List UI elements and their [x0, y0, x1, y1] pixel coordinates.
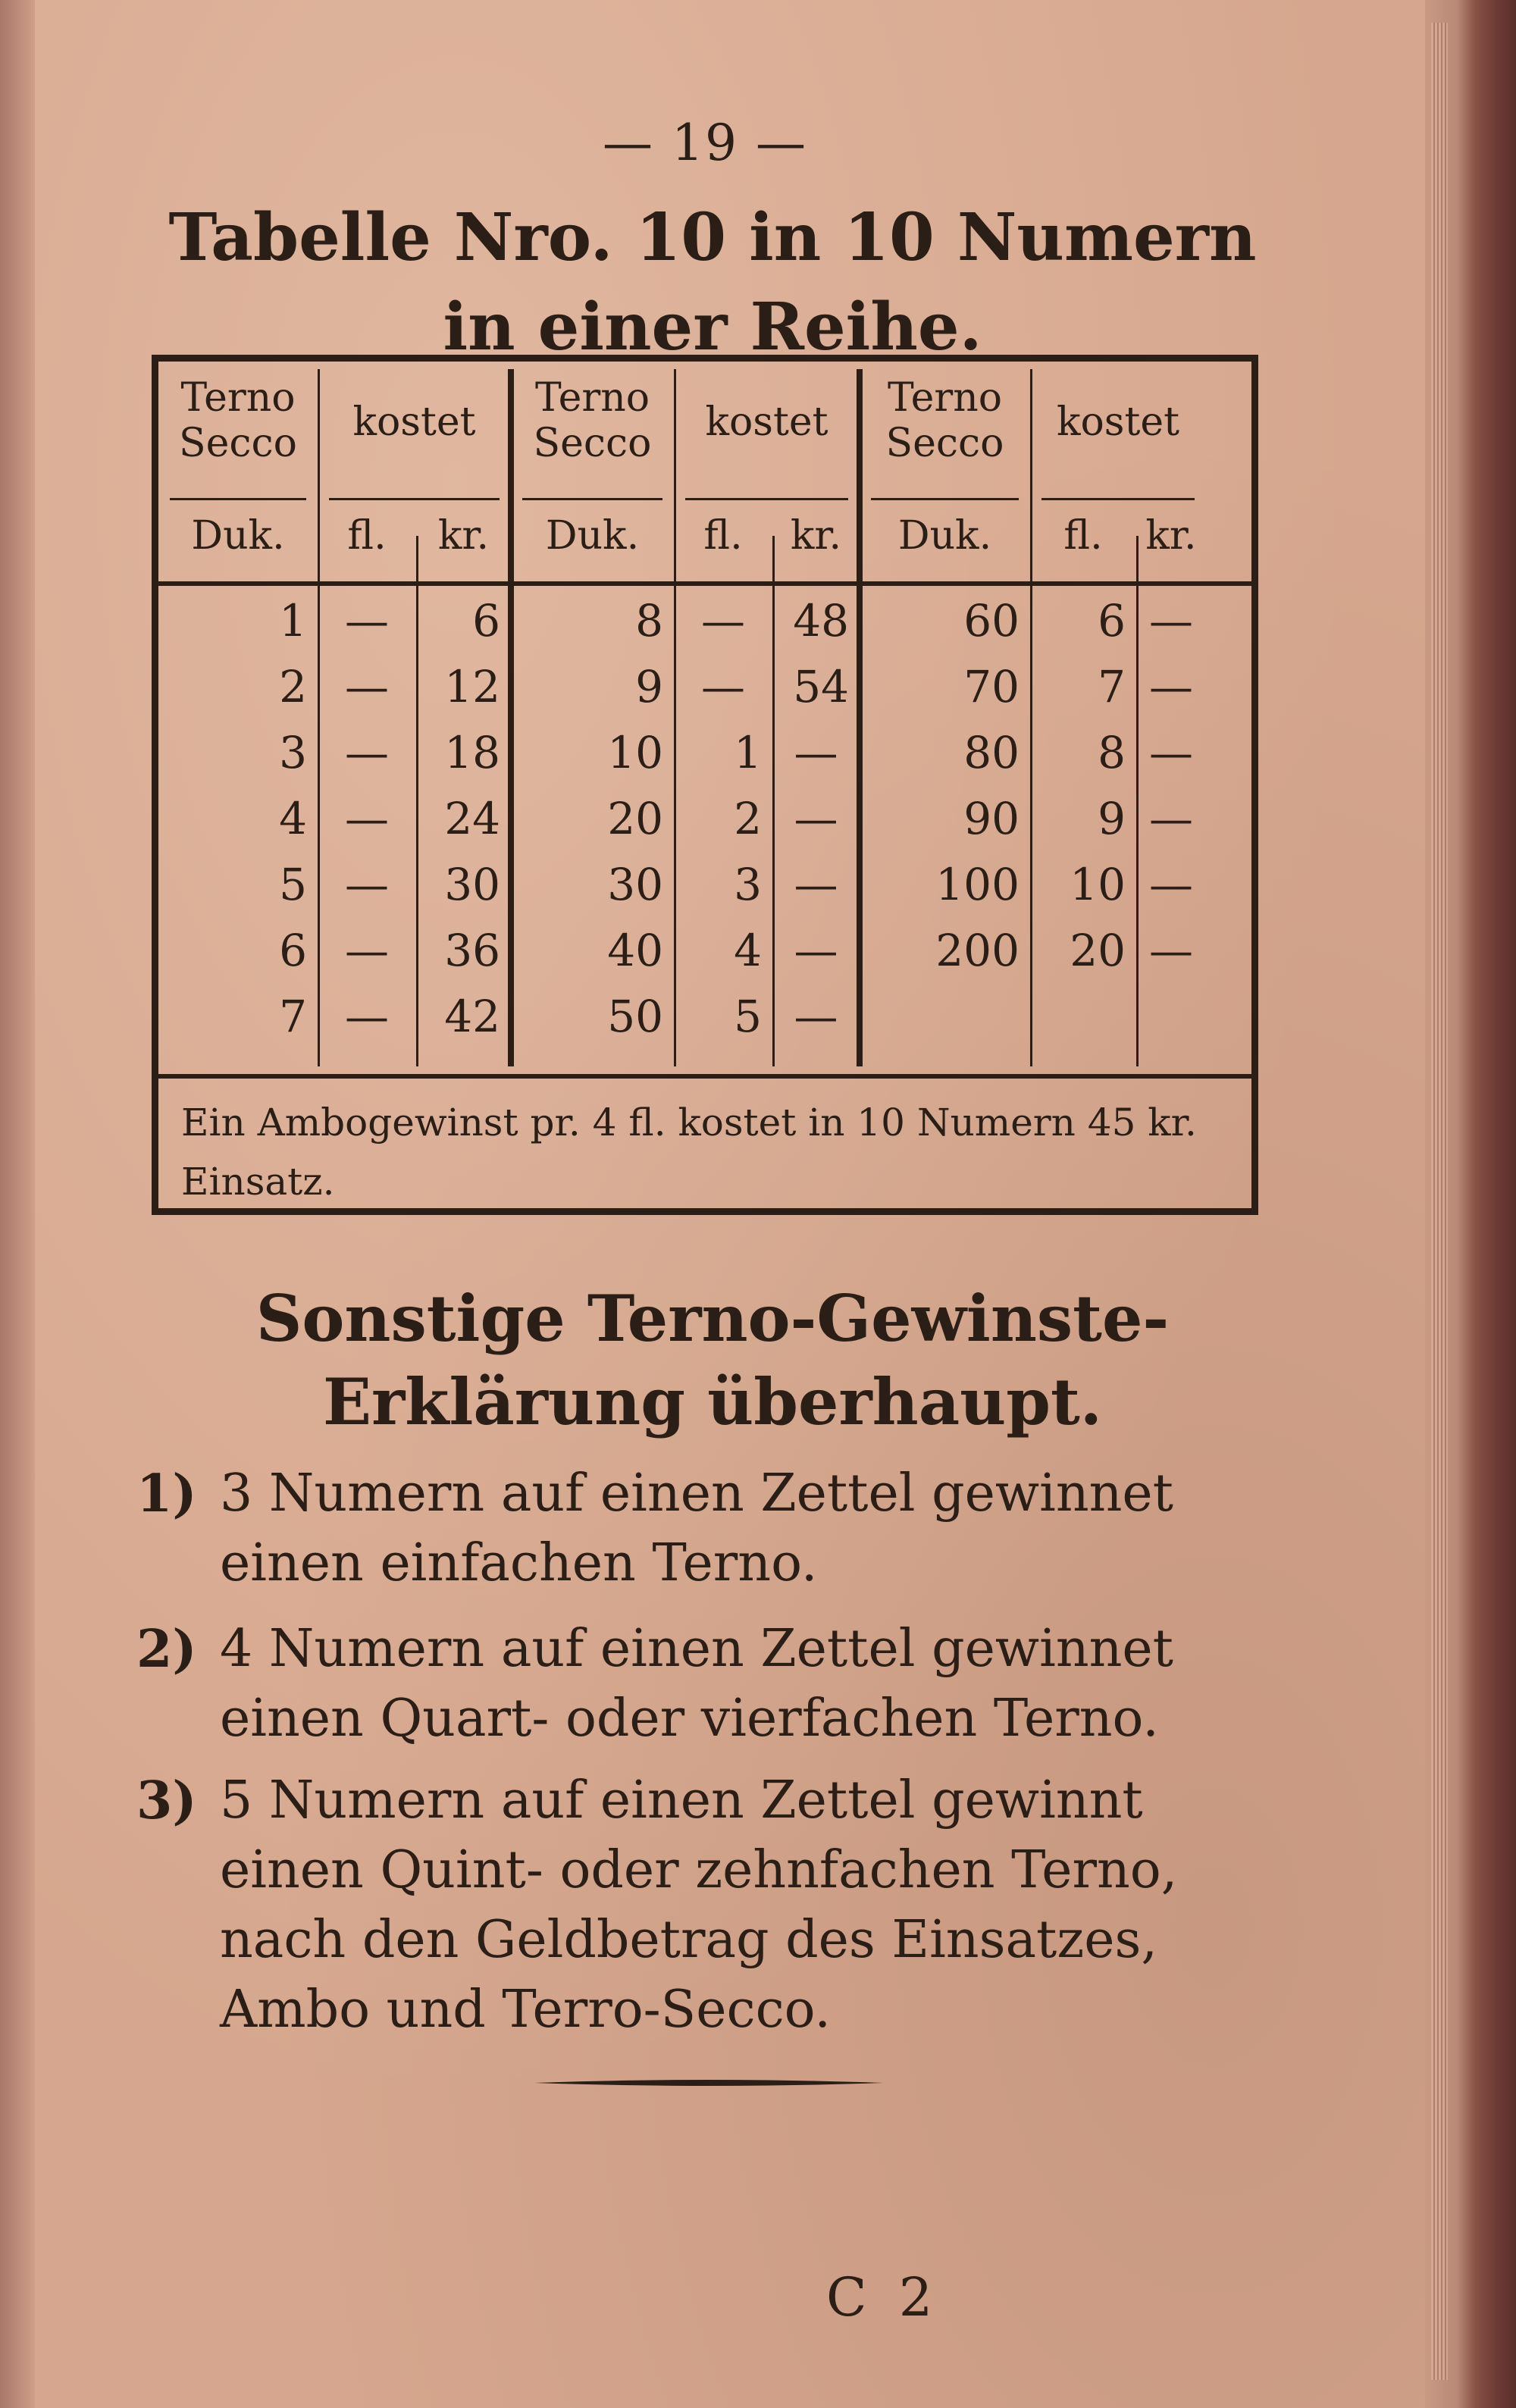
table-cell: 18 — [444, 727, 500, 778]
group-header: Terno Secco — [533, 375, 652, 466]
table-cell: 6 — [472, 595, 500, 647]
page-edge-lines — [1431, 23, 1448, 2380]
group-header: Terno Secco — [179, 375, 297, 466]
sub-header: kr. — [790, 513, 842, 559]
table-cell: 48 — [793, 595, 849, 647]
header-rule — [158, 581, 1251, 586]
table-cell: 7 — [1098, 661, 1126, 712]
table-row — [158, 655, 1251, 719]
table-cell: — — [345, 727, 389, 778]
table-cell: 24 — [444, 793, 500, 844]
table-cell: 12 — [444, 661, 500, 712]
table-cell: 100 — [935, 859, 1020, 910]
table-cell: 6 — [279, 925, 307, 976]
table-row — [158, 787, 1251, 850]
sub-header: kr. — [437, 513, 490, 559]
table-cell: 4 — [734, 925, 762, 976]
list-item — [136, 1766, 1266, 2045]
cost-header: kostet — [1056, 399, 1180, 445]
section-heading: Sonstige Terno-Gewinste-Erklärung überhaupt. — [255, 1281, 1170, 1439]
sub-header: fl. — [703, 513, 743, 559]
table-cell: — — [794, 793, 838, 844]
sub-header: Duk. — [191, 513, 285, 559]
table-cell: 4 — [279, 793, 307, 844]
table-cell: 5 — [734, 991, 762, 1042]
header-underline — [170, 498, 306, 500]
list-item-text: 5 Numern auf einen Zettel gewinnt einen Quint- oder zehnfachen Terno, nach den Geldbetrag des Einsatzes, Ambo und Terro-Secco. — [220, 1771, 1178, 2040]
table-cell: 1 — [279, 595, 307, 647]
table-cell: 2 — [279, 661, 307, 712]
header-underline — [1041, 498, 1195, 500]
table-cell: — — [794, 859, 838, 910]
table-cell: 20 — [607, 793, 663, 844]
table-cell: 10 — [607, 727, 663, 778]
table-cell: 36 — [444, 925, 500, 976]
table-cell: 8 — [1098, 727, 1126, 778]
table-cell: 8 — [635, 595, 663, 647]
table-cell: 42 — [444, 991, 500, 1042]
decorative-rule — [534, 2077, 883, 2089]
list-item-number: 3) — [136, 1771, 197, 1831]
table-cell: 60 — [963, 595, 1020, 647]
header-underline — [329, 498, 500, 500]
table-cell: — — [701, 661, 745, 712]
cost-header: kostet — [352, 399, 476, 445]
table-cell: — — [1149, 727, 1193, 778]
header-underline — [685, 498, 848, 500]
table-cell: 5 — [279, 859, 307, 910]
table-cell: 50 — [607, 991, 663, 1042]
header-underline — [871, 498, 1019, 500]
sub-header: fl. — [1063, 513, 1103, 559]
table-cell: 54 — [793, 661, 849, 712]
table-cell: 20 — [1070, 925, 1126, 976]
table-row — [158, 853, 1251, 916]
table-cell: 3 — [279, 727, 307, 778]
table-cell: — — [345, 991, 389, 1042]
list-item-number: 2) — [136, 1619, 197, 1680]
table-cell: — — [345, 595, 389, 647]
page-gutter — [0, 0, 35, 2408]
table-cell: 40 — [607, 925, 663, 976]
table-cell: — — [701, 595, 745, 647]
table-cell: — — [1149, 859, 1193, 910]
table-cell: 2 — [734, 793, 762, 844]
list-item-number: 1) — [136, 1464, 197, 1524]
table-cell: — — [345, 925, 389, 976]
sub-header: Duk. — [545, 513, 640, 559]
list-item — [136, 1459, 1266, 1599]
table-cell: 30 — [607, 859, 663, 910]
table-cell: — — [794, 991, 838, 1042]
table-note: Ein Ambogewinst pr. 4 fl. kostet in 10 Numern 45 kr. Einsatz. — [181, 1101, 1197, 1204]
note-rule — [158, 1074, 1251, 1079]
list-item — [136, 1614, 1266, 1754]
table-cell: — — [1149, 595, 1193, 647]
signature-mark: C 2 — [826, 2266, 941, 2328]
list-item-text: 3 Numern auf einen Zettel gewinnet einen einfachen Terno. — [220, 1464, 1173, 1593]
table-cell — [1030, 985, 1136, 1048]
table-cell: 200 — [935, 925, 1020, 976]
page-number: — 19 — — [603, 114, 807, 172]
table-row — [158, 721, 1251, 784]
sub-header: Duk. — [897, 513, 992, 559]
table-cell: 6 — [1098, 595, 1126, 647]
table-cell: 7 — [279, 991, 307, 1042]
table-cell: 90 — [963, 793, 1020, 844]
sub-header: fl. — [347, 513, 387, 559]
cost-table — [152, 355, 1258, 1215]
table-cell: — — [1149, 661, 1193, 712]
table-cell: — — [345, 661, 389, 712]
sub-header: kr. — [1145, 513, 1197, 559]
table-cell: — — [794, 925, 838, 976]
table-cell: 9 — [1098, 793, 1126, 844]
cost-header: kostet — [705, 399, 828, 445]
group-header: Terno Secco — [885, 375, 1004, 466]
table-cell: 1 — [734, 727, 762, 778]
table-cell: — — [1149, 793, 1193, 844]
table-cell — [860, 985, 1030, 1048]
table-row — [158, 985, 1251, 1048]
table-cell: — — [794, 727, 838, 778]
list-item-text: 4 Numern auf einen Zettel gewinnet einen Quart- oder vierfachen Terno. — [220, 1619, 1173, 1749]
header-underline — [522, 498, 662, 500]
table-cell: 80 — [963, 727, 1020, 778]
table-row — [158, 919, 1251, 982]
table-cell: — — [345, 859, 389, 910]
table-cell: 3 — [734, 859, 762, 910]
table-cell: 9 — [635, 661, 663, 712]
table-cell: 30 — [444, 859, 500, 910]
table-cell: — — [1149, 925, 1193, 976]
table-cell — [1136, 985, 1206, 1048]
table-cell: — — [345, 793, 389, 844]
table-row — [158, 589, 1251, 653]
table-cell: 70 — [963, 661, 1020, 712]
table-title: Tabelle Nro. 10 in 10 Numern in einer Reihe. — [168, 199, 1257, 365]
table-cell: 10 — [1070, 859, 1126, 910]
